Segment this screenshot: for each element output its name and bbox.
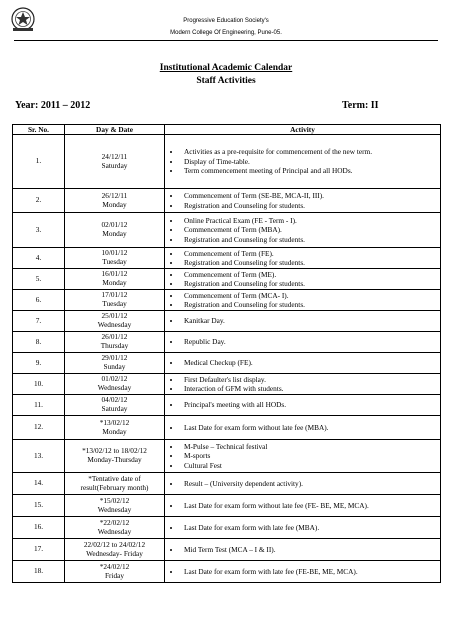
- day-text: Tuesday: [102, 257, 127, 266]
- activity-item: • Activities as a pre-requisite for commencement of the new term.: [181, 147, 438, 157]
- table-row: [13, 290, 441, 311]
- table-row: [13, 213, 441, 248]
- activity-cell: [165, 189, 441, 213]
- activity-list: [167, 316, 438, 326]
- activity-cell: [165, 290, 441, 311]
- day-date-cell: [65, 473, 165, 495]
- society-name: Progressive Education Society's: [183, 18, 269, 24]
- date-text: *15/02/12: [99, 495, 130, 505]
- activity-list: [167, 400, 438, 410]
- day-date-cell: [65, 440, 165, 473]
- day-date-cell: [65, 248, 165, 269]
- sr-no-cell: 12.: [13, 416, 65, 440]
- activity-cell: [165, 135, 441, 189]
- day-date-cell: [65, 189, 165, 213]
- activity-list: [167, 337, 438, 347]
- activity-item: • Last Date for exam form with late fee (FE-BE, ME, MCA).: [181, 567, 438, 577]
- sr-no-cell: 16.: [13, 517, 65, 539]
- activity-cell: [165, 539, 441, 561]
- day-date-cell: [65, 311, 165, 332]
- table-row: [13, 495, 441, 517]
- date-text: *Tentative date of: [88, 473, 141, 483]
- activity-list: [167, 147, 438, 176]
- sr-no-cell: 11.: [13, 395, 65, 416]
- activity-item: • Commencement of Term (ME).: [181, 270, 438, 280]
- date-text: 29/01/12: [101, 353, 128, 363]
- table-row: [13, 311, 441, 332]
- activity-item: • Registration and Counseling for students.: [181, 258, 438, 268]
- activity-item: • Registration and Counseling for students.: [181, 201, 438, 211]
- date-text: 16/01/12: [101, 269, 128, 279]
- date-text: *22/02/12: [99, 517, 130, 527]
- activity-item: • Commencement of Term (MBA).: [181, 225, 438, 235]
- table-row: [13, 561, 441, 583]
- activity-item: • Kanitkar Day.: [181, 316, 438, 326]
- activity-cell: [165, 495, 441, 517]
- activity-list: [167, 291, 438, 310]
- day-date-cell: [65, 353, 165, 374]
- table-row: [13, 440, 441, 473]
- activity-cell: [165, 269, 441, 290]
- sr-no-cell: 17.: [13, 539, 65, 561]
- activity-list: [167, 479, 438, 489]
- date-text: *24/02/12: [99, 561, 130, 571]
- day-date-cell: [65, 395, 165, 416]
- table-row: [13, 135, 441, 189]
- date-text: *13/02/12: [99, 417, 130, 427]
- date-text: 10/01/12: [101, 248, 128, 258]
- activity-list: [167, 423, 438, 433]
- day-date-cell: [65, 539, 165, 561]
- activity-cell: [165, 374, 441, 395]
- activity-cell: [165, 517, 441, 539]
- date-text: 24/12/11: [101, 151, 128, 161]
- activity-item: • Last Date for exam form with late fee (MBA).: [181, 523, 438, 533]
- sr-no-cell: 5.: [13, 269, 65, 290]
- day-text: Monday: [102, 199, 127, 209]
- day-date-cell: [65, 332, 165, 353]
- date-text: 22/02/12 to 24/02/12: [83, 539, 146, 549]
- activity-list: [167, 191, 438, 210]
- day-text: Monday: [102, 229, 127, 238]
- sr-no-cell: 6.: [13, 290, 65, 311]
- activity-list: [167, 375, 438, 394]
- header-sr-no: Sr. No.: [13, 125, 65, 135]
- day-text: Wednesday: [97, 320, 132, 329]
- table-row: [13, 517, 441, 539]
- activity-list: [167, 216, 438, 245]
- activity-cell: [165, 395, 441, 416]
- day-text: Saturday: [101, 160, 128, 170]
- day-text: Monday: [102, 278, 127, 287]
- term-label: Term: II: [342, 100, 379, 111]
- date-text: 17/01/12: [101, 290, 128, 300]
- activity-item: • Medical Checkup (FE).: [181, 358, 438, 368]
- activity-item: • Online Practical Exam (FE - Term - I).: [181, 216, 438, 226]
- table-row: [13, 539, 441, 561]
- activity-cell: [165, 353, 441, 374]
- table-row: [13, 353, 441, 374]
- date-text: *13/02/12 to 18/02/12: [82, 446, 147, 456]
- day-text: Wednesday: [97, 504, 132, 514]
- table-row: [13, 395, 441, 416]
- day-date-cell: [65, 416, 165, 440]
- sr-no-cell: 13.: [13, 440, 65, 473]
- day-text: Thursday: [100, 341, 129, 350]
- activity-item: • Cultural Fest: [181, 461, 438, 471]
- sr-no-cell: 4.: [13, 248, 65, 269]
- day-text: result(February month): [80, 482, 149, 492]
- header-day-date: Day & Date: [65, 125, 165, 135]
- day-text: Tuesday: [102, 299, 127, 308]
- activity-cell: [165, 332, 441, 353]
- activity-list: [167, 358, 438, 368]
- activity-item: • Interaction of GFM with students.: [181, 384, 438, 394]
- header-activity: Activity: [165, 125, 441, 135]
- sr-no-cell: 1.: [13, 135, 65, 189]
- activity-table: [12, 124, 441, 583]
- activity-list: [167, 545, 438, 555]
- date-text: 02/01/12: [101, 220, 128, 230]
- activity-cell: [165, 213, 441, 248]
- date-text: 04/02/12: [101, 395, 128, 405]
- day-text: Wednesday: [97, 383, 132, 392]
- activity-cell: [165, 561, 441, 583]
- sr-no-cell: 9.: [13, 353, 65, 374]
- day-text: Saturday: [101, 404, 128, 413]
- day-date-cell: [65, 269, 165, 290]
- day-date-cell: [65, 374, 165, 395]
- calendar-subtitle: Staff Activities: [196, 76, 256, 86]
- activity-item: • Principal's meeting with all HODs.: [181, 400, 438, 410]
- table-row: [13, 248, 441, 269]
- activity-item: • Result – (University dependent activity).: [181, 479, 438, 489]
- activity-list: [167, 523, 438, 533]
- day-text: Wednesday- Friday: [86, 548, 143, 558]
- activity-cell: [165, 473, 441, 495]
- table-row: [13, 374, 441, 395]
- activity-list: [167, 442, 438, 471]
- table-row: [13, 269, 441, 290]
- year-label: Year: 2011 – 2012: [15, 100, 91, 111]
- day-text: Monday: [102, 426, 127, 436]
- date-text: 26/01/12: [101, 332, 128, 342]
- activity-item: • Registration and Counseling for students.: [181, 235, 438, 245]
- activity-item: • Term commencement meeting of Principal and all HODs.: [181, 166, 438, 176]
- activity-item: • Registration and Counseling for students.: [181, 300, 438, 310]
- day-date-cell: [65, 290, 165, 311]
- sr-no-cell: 7.: [13, 311, 65, 332]
- day-text: Wednesday: [97, 526, 132, 536]
- table-row: [13, 416, 441, 440]
- college-name: Modern College Of Engineering, Pune-05.: [170, 30, 282, 36]
- day-date-cell: [65, 495, 165, 517]
- table-row: [13, 473, 441, 495]
- sr-no-cell: 14.: [13, 473, 65, 495]
- sr-no-cell: 10.: [13, 374, 65, 395]
- activity-item: • Commencement of Term (FE).: [181, 249, 438, 259]
- activity-item: • M-Pulse – Technical festival: [181, 442, 438, 452]
- day-date-cell: [65, 213, 165, 248]
- activity-item: • Display of Time-table.: [181, 157, 438, 167]
- day-text: Friday: [104, 570, 125, 580]
- day-date-cell: [65, 135, 165, 189]
- activity-cell: [165, 311, 441, 332]
- activity-item: • Registration and Counseling for students.: [181, 279, 438, 289]
- day-text: Monday-Thursday: [87, 455, 142, 464]
- calendar-title: Institutional Academic Calendar: [159, 63, 293, 73]
- sr-no-cell: 8.: [13, 332, 65, 353]
- sr-no-cell: 3.: [13, 213, 65, 248]
- activity-item: • Commencement of Term (MCA- I).: [181, 291, 438, 301]
- activity-item: • Last Date for exam form without late fee (FE- BE, ME, MCA).: [181, 501, 438, 511]
- activity-cell: [165, 416, 441, 440]
- activity-item: • Republic Day.: [181, 337, 438, 347]
- activity-cell: [165, 440, 441, 473]
- date-text: 25/01/12: [101, 311, 128, 321]
- activity-item: • M-sports: [181, 451, 438, 461]
- activity-list: [167, 270, 438, 289]
- activity-list: [167, 567, 438, 577]
- activity-item: • Mid Term Test (MCA – I & II).: [181, 545, 438, 555]
- activity-list: [167, 249, 438, 268]
- table-header-row: [13, 125, 441, 135]
- sr-no-cell: 18.: [13, 561, 65, 583]
- sr-no-cell: 2.: [13, 189, 65, 213]
- header-divider: [14, 40, 438, 41]
- activity-cell: [165, 248, 441, 269]
- date-text: 26/12/11: [101, 190, 128, 200]
- activity-item: • Last Date for exam form without late fee (MBA).: [181, 423, 438, 433]
- table-row: [13, 332, 441, 353]
- activity-item: • First Defaulter's list display.: [181, 375, 438, 385]
- table-row: [13, 189, 441, 213]
- day-date-cell: [65, 517, 165, 539]
- day-text: Sunday: [103, 362, 126, 371]
- sr-no-cell: 15.: [13, 495, 65, 517]
- activity-item: • Commencement of Term (SE-BE, MCA-II, III).: [181, 191, 438, 201]
- activity-list: [167, 501, 438, 511]
- date-text: 01/02/12: [101, 374, 128, 384]
- day-date-cell: [65, 561, 165, 583]
